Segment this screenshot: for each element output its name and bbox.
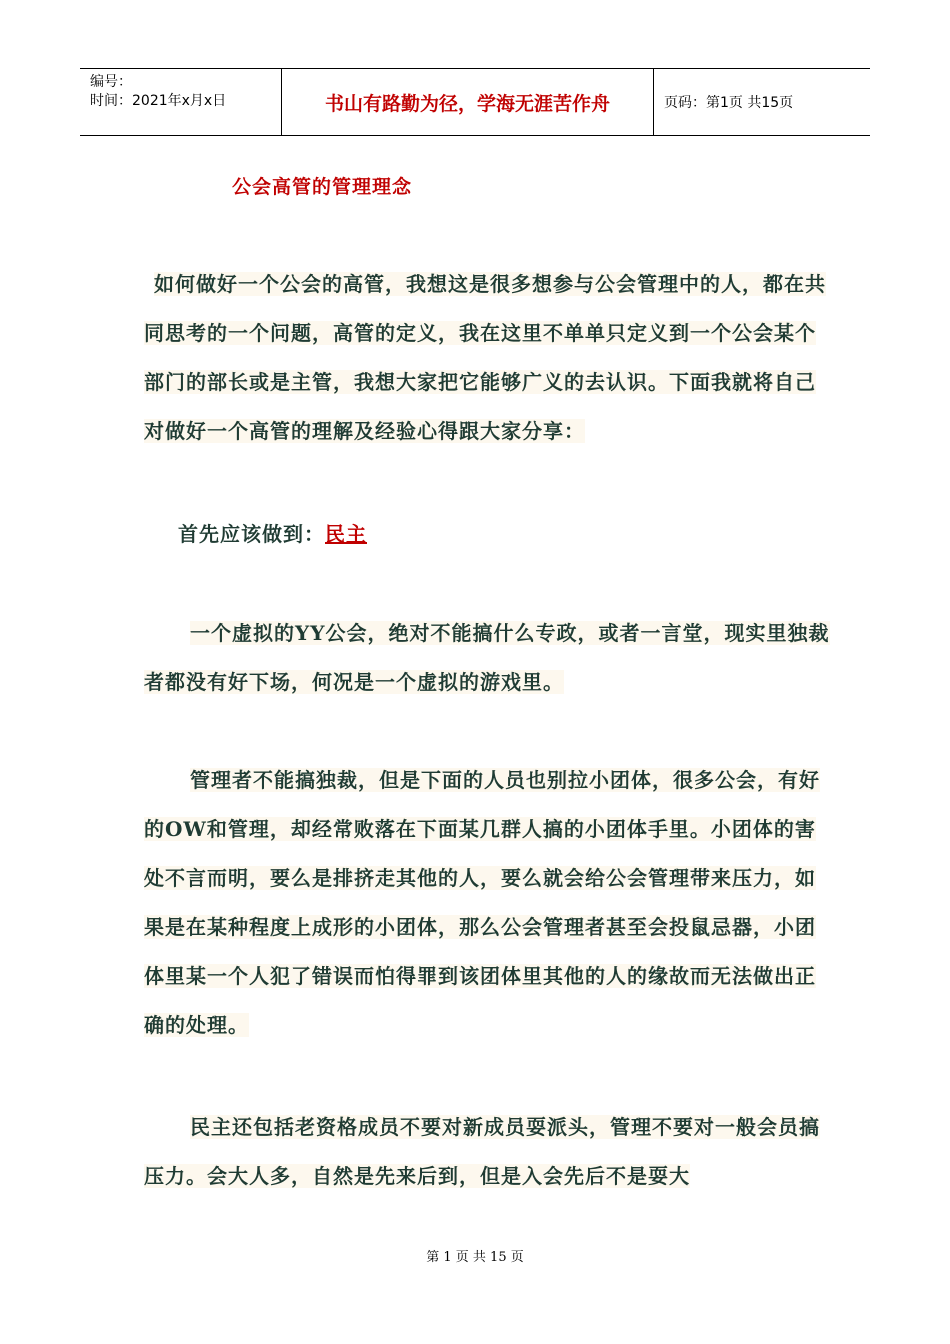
paragraph-1-text: 一个虚拟的YY公会，绝对不能搞什么专政，或者一言堂，现实里独裁者都没有好下场，何况是一个虚拟的游戏里。 — [144, 621, 830, 694]
first-prefix: 首先应该做到： — [178, 522, 325, 546]
paragraph-2-text: 管理者不能搞独裁，但是下面的人员也别拉小团体，很多公会，有好的OW和管理，却经常败落在下面某几群人搞的小团体手里。小团体的害处不言而明，要么是排挤走其他的人，要么就会给公会管理带来压力，如果是在某种程度上成形的小团体，那么公会管理者甚至会投鼠忌器，小团体里某一个人犯了错误而怕得罪到该团体里其他的人的缘故而无法做出正确的处理。 — [144, 768, 820, 1037]
paragraph-2 — [144, 756, 834, 1050]
time-label: 时间：2021年x月x日 — [90, 93, 227, 109]
document-title: 公会高管的管理理念 — [232, 176, 413, 198]
first-keyword: 民主 — [325, 522, 367, 546]
page-info: 页码：第1页 共15页 — [664, 95, 794, 111]
number-label: 编号： — [90, 74, 132, 90]
page-footer: 第 1 页 共 15 页 — [426, 1250, 524, 1265]
paragraph-3-text: 民主还包括老资格成员不要对新成员耍派头，管理不要对一般会员搞压力。会大人多，自然是先来后到，但是入会先后不是耍大 — [144, 1115, 820, 1188]
intro-text: 如何做好一个公会的高管，我想这是很多想参与公会管理中的人，都在共同思考的一个问题，高管的定义，我在这里不单单只定义到一个公会某个部门的部长或是主管，我想大家把它能够广义的去认识。下面我就将自己对做好一个高管的理解及经验心得跟大家分享： — [144, 272, 826, 443]
intro-paragraph — [144, 260, 834, 456]
paragraph-3 — [144, 1103, 834, 1201]
motto: 书山有路勤为径，学海无涯苦作舟 — [282, 69, 654, 135]
header-table — [80, 68, 870, 136]
first-principle — [178, 510, 868, 559]
header-left-cell — [80, 69, 282, 135]
paragraph-1 — [144, 609, 834, 707]
